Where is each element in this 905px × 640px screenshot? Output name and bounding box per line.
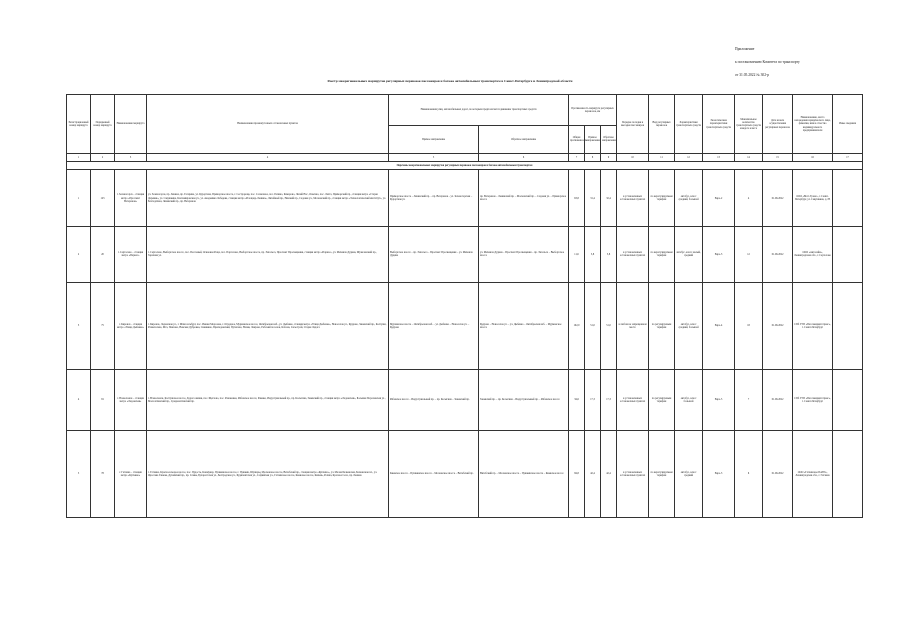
header-reg: Регистрационный номер маршрута — [67, 95, 91, 154]
cell-num: 20 — [91, 226, 115, 282]
cell-vehicle: автобус, класс средний — [675, 430, 703, 518]
cell-order: в установленных остановочных пунктах — [617, 370, 649, 431]
cell-reg: 2 — [67, 226, 91, 282]
col-num: 2 — [91, 154, 115, 162]
cell-eco: Евро-3 — [703, 226, 735, 282]
cell-date: 01.06.2022 — [763, 226, 793, 282]
cell-order: в любом не запрещенном месте — [617, 282, 649, 370]
col-num: 12 — [675, 154, 703, 162]
header-forward: Прямое направление — [389, 125, 479, 154]
cell-date: 01.06.2022 — [763, 170, 793, 227]
table-row — [67, 370, 863, 431]
cell-forward: Мурманское шоссе – Октябрьская наб. – ул. Дыбенко – Новоселов ул. – Кудрово — [389, 282, 479, 370]
cell-reg: 1 — [67, 170, 91, 227]
cell-bck: 32,4 — [601, 170, 617, 227]
cell-kind: по регулируемым тарифам — [649, 282, 675, 370]
cell-kind: по нерегулируемым тарифам — [649, 430, 675, 518]
header-total: Общая протяженность — [569, 125, 585, 154]
cell-other — [833, 170, 863, 227]
cell-name: г. Сертолово – станция метро «Парнас» — [115, 226, 147, 282]
cell-eco: Евро-3 — [703, 430, 735, 518]
cell-back: ул. Михаила Дудина – Проспект Просвещения – пр. Энгельса – Выборгское шоссе — [479, 226, 569, 282]
cell-fwd: 31,4 — [585, 170, 601, 227]
cell-stops: г. Сертолово, Выборгское шоссе, пос. Песочный, Осиновая Роща, пос. Парголово, Выборгское шоссе, пр. Энгельса, Проспект Просвещения, станция метро «Парнас», ул. Михаила Дудина, Шуваловский пр., Заречная ул. — [147, 226, 389, 282]
col-num: 9 — [601, 154, 617, 162]
cell-num: 123 — [91, 170, 115, 227]
cell-back: пр. Ветеранов – Ленинский пр. – Московский пр. – Садовая ул. – Приморское шоссе — [479, 170, 569, 227]
col-num: 13 — [703, 154, 735, 162]
cell-vehicle: автобус, класс большой — [675, 370, 703, 431]
cell-carrier: ООО «Автолайн», Ленинградская обл., г. Сертолово — [793, 226, 833, 282]
column-number-row — [67, 154, 863, 162]
col-num: 4 — [147, 154, 389, 162]
header-fwd-len: Прямое направление — [585, 125, 601, 154]
cell-stops: г. Кировск, Ладожская ул., г. Шлиссельбург, пос. Имени Морозова, г. Отрадное, Мурманское шоссе, Октябрьская наб., ул. Дыбенко, станция метро «Улица Дыбенко», Новоселов ул., Кудрово, Заневский пр., Колтуши, Разметелево, Мга, Павлово, Невская Дубровка, Синявино, Приладожский, Путилово, Назия, Лаврово, Рабочий поселок, Кобона, Сясьстрой, Старая Ладога — [147, 282, 389, 370]
cell-other — [833, 282, 863, 370]
cell-max: 18 — [735, 282, 763, 370]
cell-other — [833, 430, 863, 518]
cell-forward: Приморское шоссе – Ленинский пр. – пр. Ветеранов – ул. Зеленогорская – Курортная ул. — [389, 170, 479, 227]
cell-date: 01.06.2022 — [763, 282, 793, 370]
col-num: 16 — [793, 154, 833, 162]
table-row — [67, 282, 863, 370]
cell-bck: 5,8 — [601, 226, 617, 282]
col-num: 1 — [67, 154, 91, 162]
cell-date: 01.06.2022 — [763, 370, 793, 431]
appendix-block — [735, 43, 895, 82]
cell-name: г. Кировск – станция метро «Улица Дыбенко» — [115, 282, 147, 370]
col-num: 17 — [833, 154, 863, 162]
cell-reg: 5 — [67, 430, 91, 518]
cell-vehicle: автобус, класс средний, большой — [675, 282, 703, 370]
col-num: 7 — [569, 154, 585, 162]
appendix-line3: от 31.05.2022 № 302-р — [735, 73, 770, 77]
table-row — [67, 170, 863, 227]
cell-max: 7 — [735, 370, 763, 431]
cell-reg: 3 — [67, 282, 91, 370]
table-row — [67, 226, 863, 282]
col-num: 5 — [389, 154, 479, 162]
header-other: Иные сведения — [833, 95, 863, 154]
section-row — [67, 161, 863, 170]
cell-vehicle: автобус, класс средний, большой — [675, 170, 703, 227]
cell-date: 01.06.2022 — [763, 430, 793, 518]
appendix-line2: к постановлению Комитета по транспорту — [735, 60, 800, 64]
cell-eco: Евро-4 — [703, 282, 735, 370]
cell-kind: по нерегулируемым тарифам — [649, 226, 675, 282]
cell-total: 11,6 — [569, 226, 585, 282]
cell-num: 81 — [91, 370, 115, 431]
cell-fwd: 17,3 — [585, 370, 601, 431]
cell-fwd: 42,4 — [585, 430, 601, 518]
header-carrier: Наименование, место нахождения юридического лица, фамилия, имя и отчество индивидуального предпринимателя — [793, 95, 833, 154]
cell-max: 6 — [735, 430, 763, 518]
header-vehicle: Характеристики транспортных средств — [675, 95, 703, 154]
cell-kind: по регулируемым тарифам — [649, 370, 675, 431]
header-eco: Экологические характеристики транспортных средств — [703, 95, 735, 154]
col-num: 15 — [763, 154, 793, 162]
cell-total: 63,8 — [569, 170, 585, 227]
cell-fwd: 51,0 — [585, 282, 601, 370]
cell-other — [833, 226, 863, 282]
document-title: Реестр межрегиональных маршрутов регулярных перевозок пассажиров и багажа автомобильным транспортом в Санкт-Петербурге и Ленинградской области — [327, 79, 573, 83]
cell-kind: по нерегулируемым тарифам — [649, 170, 675, 227]
header-date: Дата начала осуществления регулярных перевозок — [763, 95, 793, 154]
cell-bck: 42,4 — [601, 430, 617, 518]
cell-fwd: 5,8 — [585, 226, 601, 282]
cell-back: Заневский пр. – пр. Косыгина – Индустриальный пр. – Рябовское шоссе — [479, 370, 569, 431]
cell-forward: Киевское шоссе – Пушкинское шоссе – Московское шоссе – Витебский пр. — [389, 430, 479, 518]
col-num: 14 — [735, 154, 763, 162]
cell-name: г. Всеволожск – станция метро «Ладожская» — [115, 370, 147, 431]
cell-order: в установленных остановочных пунктах — [617, 226, 649, 282]
header-bck-len: Обратное направление — [601, 125, 617, 154]
header-num: Порядковый номер маршрута — [91, 95, 115, 154]
cell-eco: Евро-2 — [703, 170, 735, 227]
col-num: 11 — [649, 154, 675, 162]
header-length: Протяженность маршрута регулярных перевозок, км — [569, 95, 617, 126]
cell-forward: Рябовское шоссе – Индустриальный пр. – пр. Косыгина – Заневский пр. — [389, 370, 479, 431]
cell-vehicle: автобус, класс малый, средний — [675, 226, 703, 282]
cell-back: Витебский пр. – Московское шоссе – Пушкинское шоссе – Киевское шоссе — [479, 430, 569, 518]
cell-forward: Выборгское шоссе – пр. Энгельса – Проспект Просвещения – ул. Михаила Дудина — [389, 226, 479, 282]
header-kind: Вид регулярных перевозок — [649, 95, 675, 154]
cell-stops: ул. Зеленогорск, пр. Ленина, пр. Гагарина, ул. Курортная, Приморское шоссе, г. Сестрорецк, пос. Солнечное, пос. Репино, Комарово, Лисий Нос, Ольгино, пос. Лахта, Приморский пр., станция метро «Старая Деревня», ул. Савушкина, Кантемировская ул., ул. Академика Лебедева, станция метро «Площадь Ленина», Литейный пр., Невский пр., Садовая ул., Московский пр., станция метро «Технологический институт», ул. Благодатная, Ленинский пр., пр. Ветеранов — [147, 170, 389, 227]
cell-stops: г. Гатчина, Красносельское шоссе, пос. Пудость, Коммунар, Пушкинское шоссе, г. Пушкин, Шушары, Московское шоссе, Витебский пр., станция метро «Купчино», ул. Малая Балканская, Балканская пл., ул. Ярослава Гашека, Дунайский пр., пр. Славы, Бухарестская ул., Белградская ул., Будапештская ул., Софийская ул., Гатчинское шоссе, Киевское шоссе, Кипень, Ропша, Красное Село, пр. Ленина — [147, 430, 389, 518]
header-back: Обратное направление — [479, 125, 569, 154]
cell-max: 4 — [735, 170, 763, 227]
cell-name: г. Гатчина – станция метро «Купчино» — [115, 430, 147, 518]
col-num: 6 — [479, 154, 569, 162]
table-row — [67, 430, 863, 518]
cell-total: 84,8 — [569, 430, 585, 518]
cell-eco: Евро-5 — [703, 370, 735, 431]
cell-stops: г. Всеволожск, Колтушское шоссе, Дорога жизни, пос. Щеглово, пос. Романовка, Рябовское шоссе, Ржевка, Индустриальный пр., пр. Косыгина, Заневский пр., станция метро «Ладожская», Большая Пороховская ул., Малоохтинский пр., Среднеохтинский пр. — [147, 370, 389, 431]
cell-total: 34,6 — [569, 370, 585, 431]
col-num: 3 — [115, 154, 147, 162]
cell-name: г. Зеленогорск – станция метро «Проспект Ветеранов» — [115, 170, 147, 227]
cell-num: 78 — [91, 430, 115, 518]
cell-num: 75 — [91, 282, 115, 370]
col-num: 8 — [585, 154, 601, 162]
routes-table — [66, 94, 863, 518]
section-title: Перечень межрегиональных маршрутов регулярных перевозок пассажиров и багажа автомобильным транспортом — [67, 161, 863, 170]
header-stops: Наименования промежуточных остановочных пунктов — [147, 95, 389, 154]
cell-order: в установленных остановочных пунктах — [617, 170, 649, 227]
header-max: Максимальное количество транспортных средств каждого класса — [735, 95, 763, 154]
cell-bck: 51,0 — [601, 282, 617, 370]
col-num: 10 — [617, 154, 649, 162]
cell-order: в установленных остановочных пунктах — [617, 430, 649, 518]
cell-back: Кудрово – Новоселов ул. – ул. Дыбенко – Октябрьская наб. – Мурманское шоссе — [479, 282, 569, 370]
cell-bck: 17,3 — [601, 370, 617, 431]
cell-carrier: СПб ГУП «Пассажиравтотранс», г. Санкт-Петербург — [793, 370, 833, 431]
cell-max: 12 — [735, 226, 763, 282]
header-name: Наименование маршрута — [115, 95, 147, 154]
header-order: Порядок посадки и высадки пассажиров — [617, 95, 649, 154]
cell-other — [833, 370, 863, 431]
cell-carrier: ООО «Гатчинское ПАТП», Ленинградская обл., г. Гатчина — [793, 430, 833, 518]
cell-carrier: СПб ГУП «Пассажиравтотранс», г. Санкт-Петербург — [793, 282, 833, 370]
cell-carrier: ООО «Вест-Транс», г. Санкт-Петербург, ул. Савушкина, д. 83 — [793, 170, 833, 227]
cell-total: 102,0 — [569, 282, 585, 370]
appendix-line1: Приложение — [735, 47, 755, 51]
header-streets: Наименования улиц, автомобильных дорог, по которым предполагается движение транспортных средств — [389, 95, 569, 126]
cell-reg: 4 — [67, 370, 91, 431]
